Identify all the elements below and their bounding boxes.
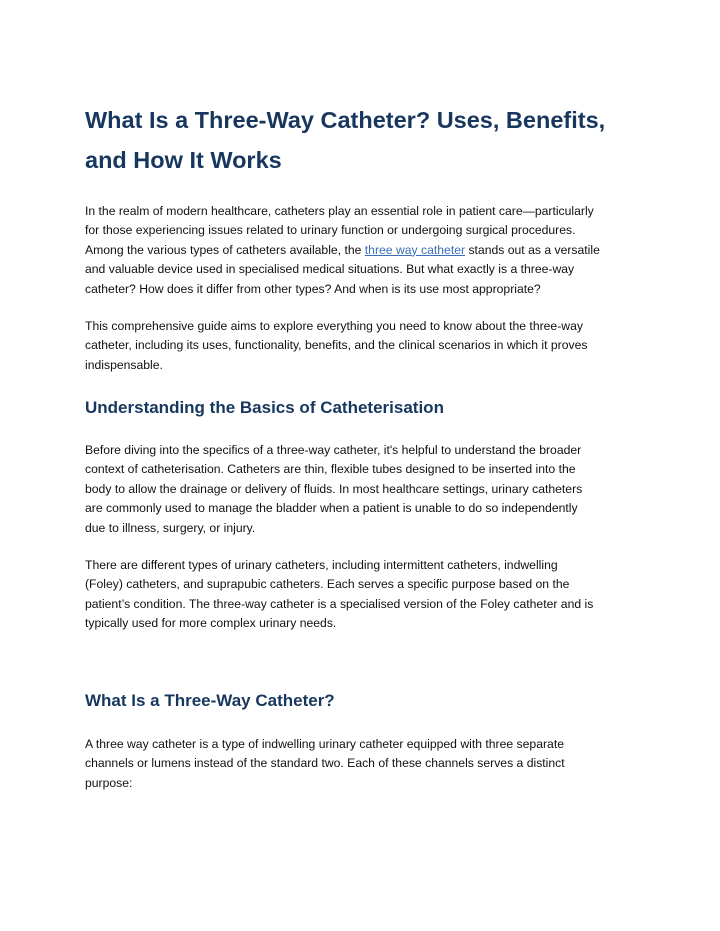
intro-paragraph-1 bbox=[85, 202, 645, 299]
text-line: for those experiencing issues related to urinary function or undergoing surgical procedures. bbox=[85, 223, 576, 238]
text-line: (Foley) catheters, and suprapubic catheters. Each serves a specific purpose based on the bbox=[85, 577, 570, 592]
text-line: This comprehensive guide aims to explore everything you need to know about the three-way bbox=[85, 319, 583, 333]
text-line: Before diving into the specifics of a three-way catheter, it's helpful to understand the broader bbox=[85, 443, 582, 457]
text-line: and valuable device used in specialised medical situations. But what exactly is a three-way bbox=[85, 262, 575, 277]
text-line: typically used for more complex urinary needs. bbox=[85, 616, 337, 631]
text-line: context of catheterisation. Catheters are thin, flexible tubes designed to be inserted into the bbox=[85, 462, 576, 477]
page-title bbox=[85, 100, 645, 180]
text-line: patient’s condition. The three-way catheter is a specialised version of the Foley catheter and is bbox=[85, 596, 594, 611]
text-line: indispensable. bbox=[85, 357, 163, 372]
text-line: body to allow the drainage or delivery of fluids. In most healthcare settings, urinary catheters bbox=[85, 481, 583, 496]
section-heading-catheterisation-basics: Understanding the Basics of Catheterisation bbox=[85, 398, 444, 417]
text-line: catheter? How does it differ from other types? And when is its use most appropriate? bbox=[85, 281, 541, 296]
section2-paragraph-1 bbox=[85, 735, 645, 793]
text-line: A three way catheter is a type of indwelling urinary catheter equipped with three separate bbox=[85, 737, 564, 751]
text-line: There are different types of urinary catheters, including intermittent catheters, indwelling bbox=[85, 558, 558, 572]
page-title-line-2: and How It Works bbox=[85, 147, 282, 173]
text-line: catheter, including its uses, functionality, benefits, and the clinical scenarios in which it proves bbox=[85, 338, 588, 353]
page-title-line-1: What Is a Three-Way Catheter? Uses, Benefits, bbox=[85, 107, 606, 133]
text-line: channels or lumens instead of the standard two. Each of these channels serves a distinct bbox=[85, 756, 565, 771]
text-line: are commonly used to manage the bladder when a patient is unable to do so independently bbox=[85, 501, 578, 516]
three-way-catheter-link[interactable]: three way catheter bbox=[364, 242, 466, 257]
text-line: due to illness, surgery, or injury. bbox=[85, 520, 256, 535]
text-line: purpose: bbox=[85, 775, 133, 790]
section1-paragraph-1 bbox=[85, 441, 645, 538]
section1-paragraph-2 bbox=[85, 556, 645, 634]
text-line: In the realm of modern healthcare, catheters play an essential role in patient care—particularly bbox=[85, 204, 594, 218]
text-segment: stands out as a versatile bbox=[465, 242, 600, 257]
intro-paragraph-2 bbox=[85, 317, 645, 375]
text-segment: Among the various types of catheters available, the bbox=[85, 242, 365, 257]
text-line-with-link bbox=[85, 241, 645, 260]
section-heading-what-is-three-way: What Is a Three-Way Catheter? bbox=[85, 691, 335, 710]
